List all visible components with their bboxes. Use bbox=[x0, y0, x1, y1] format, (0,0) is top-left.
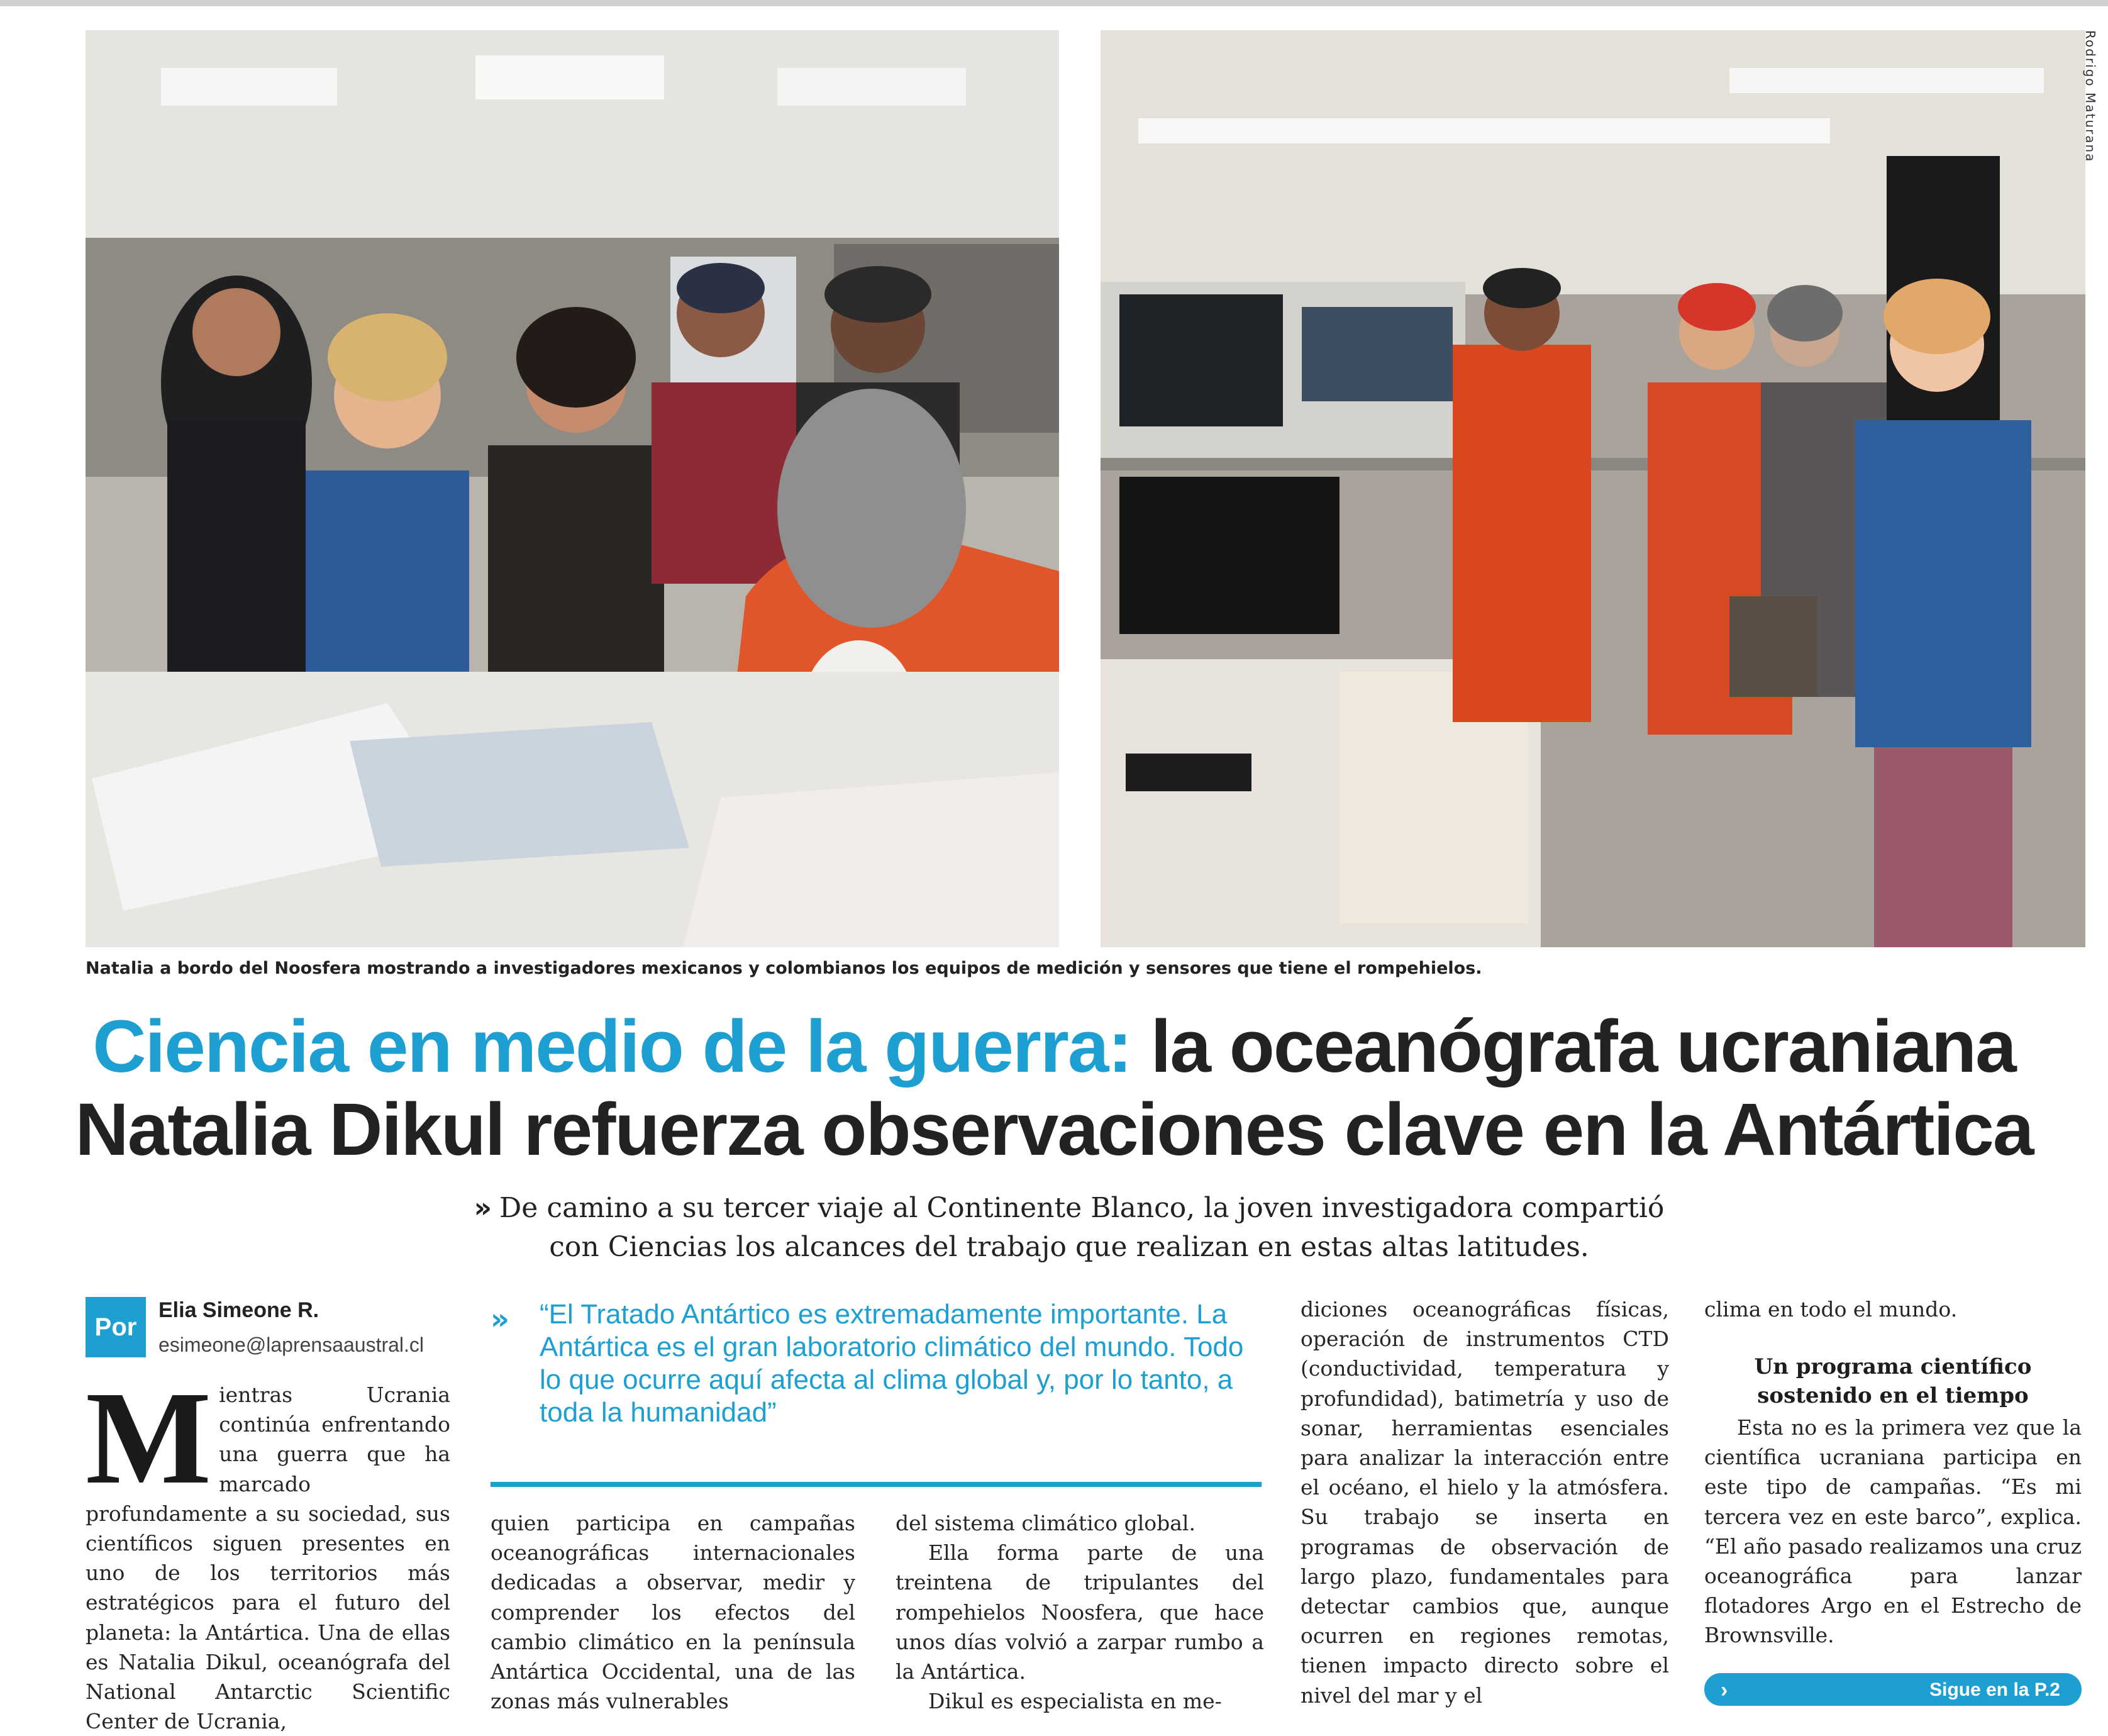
photo-right-illustration bbox=[1101, 30, 2085, 947]
photo-natalia-showing-equipment bbox=[86, 30, 1059, 947]
body-col1-text: ientras Ucrania continúa enfrentando una guerra que ha marcado profundamente a su sociedad, sus científicos siguen presentes en uno de los territorios más estratégicos para el futuro del planeta: la Antártica. Una de ellas es Natalia Dikul, oceanógrafa del National Antarctic Scientific Center de Ucrania, bbox=[86, 1383, 450, 1734]
body-column-5 bbox=[1704, 1294, 2082, 1324]
body-col2-text: quien participa en campañas oceanográficas internacionales dedicadas a observar, medir y comprender los efectos del cambio climático en la península Antártica Occidental, una de las zonas más vulnerables bbox=[491, 1511, 855, 1714]
byline-author: Elia Simeone R. bbox=[158, 1298, 319, 1322]
byline-por-badge: Por bbox=[86, 1297, 146, 1357]
body-column-5-continued bbox=[1704, 1413, 2082, 1650]
continue-label: Sigue en la P.2 bbox=[1929, 1679, 2060, 1700]
body-column-4 bbox=[1301, 1294, 1669, 1710]
headline-line1-rest: la oceanógrafa ucraniana bbox=[1131, 1005, 2016, 1088]
deck-line1: De camino a su tercer viaje al Continente Blanco, la joven investigadora compartió bbox=[499, 1192, 1665, 1224]
body-col5-p1: clima en todo el mundo. bbox=[1704, 1297, 1958, 1321]
top-rule bbox=[0, 0, 2108, 6]
pull-quote: “El Tratado Antártico es extremadamente importante. La Antártica es el gran laboratorio climático del mundo. Todo lo que ocurre aquí afecta al clima global y, por lo tanto, a toda la humanidad” bbox=[540, 1299, 1244, 1428]
body-col3-p1: del sistema climático global. bbox=[896, 1511, 1195, 1535]
body-col3-p3: Dikul es especialista en me- bbox=[928, 1689, 1222, 1714]
article-deck bbox=[409, 1189, 1729, 1267]
section-subhead: Un programa científico sostenido en el tiempo bbox=[1754, 1354, 2032, 1408]
body-col4-text: diciones oceanográficas físicas, operación de instrumentos CTD (conductividad, temperatura y profundidad), batimetría y uso de sonar, herramientas esenciales para analizar la interacción entre el océano, el hielo y la atmósfera. Su trabajo se inserta en programas de observación de largo plazo, fundamentales para detectar cambios que, aunque ocurren en regiones remotas, tienen impacto directo sobre el nivel del mar y el bbox=[1301, 1297, 1669, 1708]
body-column-2 bbox=[491, 1508, 855, 1716]
article-headline bbox=[0, 1005, 2108, 1171]
byline-email: esimeone@laprensaaustral.cl bbox=[158, 1333, 424, 1356]
photo-credit bbox=[2082, 30, 2100, 194]
dropcap: M bbox=[86, 1364, 212, 1511]
deck-chevron-icon: » bbox=[474, 1192, 492, 1224]
pullquote-rule bbox=[491, 1482, 1262, 1487]
body-col3-p2: Ella forma parte de una treintena de tripulantes del rompehielos Noosfera, que hace unos días volvió a zarpar rumbo a la Antártica. bbox=[896, 1540, 1264, 1684]
photo-laboratory-tour bbox=[1101, 30, 2085, 947]
body-column-3 bbox=[896, 1508, 1264, 1716]
photo-credit-text: Rodrigo Maturana bbox=[2083, 30, 2098, 163]
headline-highlight: Ciencia en medio de la guerra: bbox=[92, 1005, 1131, 1088]
body-column-1 bbox=[86, 1364, 450, 1736]
pullquote-chevron-icon: ›› bbox=[491, 1302, 504, 1336]
body-col5-p2: Esta no es la primera vez que la científica ucraniana participa en este tipo de campañas. “Es mi tercera vez en este barco”, explica. “El año pasado realizamos una cruz oceanográfica para lanzar flotadores Argo en el Estrecho de Brownsville. bbox=[1704, 1415, 2082, 1648]
deck-line2: con Ciencias los alcances del trabajo que realizan en estas altas latitudes. bbox=[549, 1231, 1589, 1263]
photo-caption: Natalia a bordo del Noosfera mostrando a investigadores mexicanos y colombianos los equipos de medición y sensores que tiene el rompehielos. bbox=[86, 959, 1482, 978]
continue-on-page-link[interactable] bbox=[1704, 1673, 2082, 1706]
headline-line2: Natalia Dikul refuerza observaciones clave en la Antártica bbox=[75, 1088, 2033, 1171]
photo-left-illustration bbox=[86, 30, 1059, 947]
chevron-right-icon: › bbox=[1721, 1678, 1728, 1702]
